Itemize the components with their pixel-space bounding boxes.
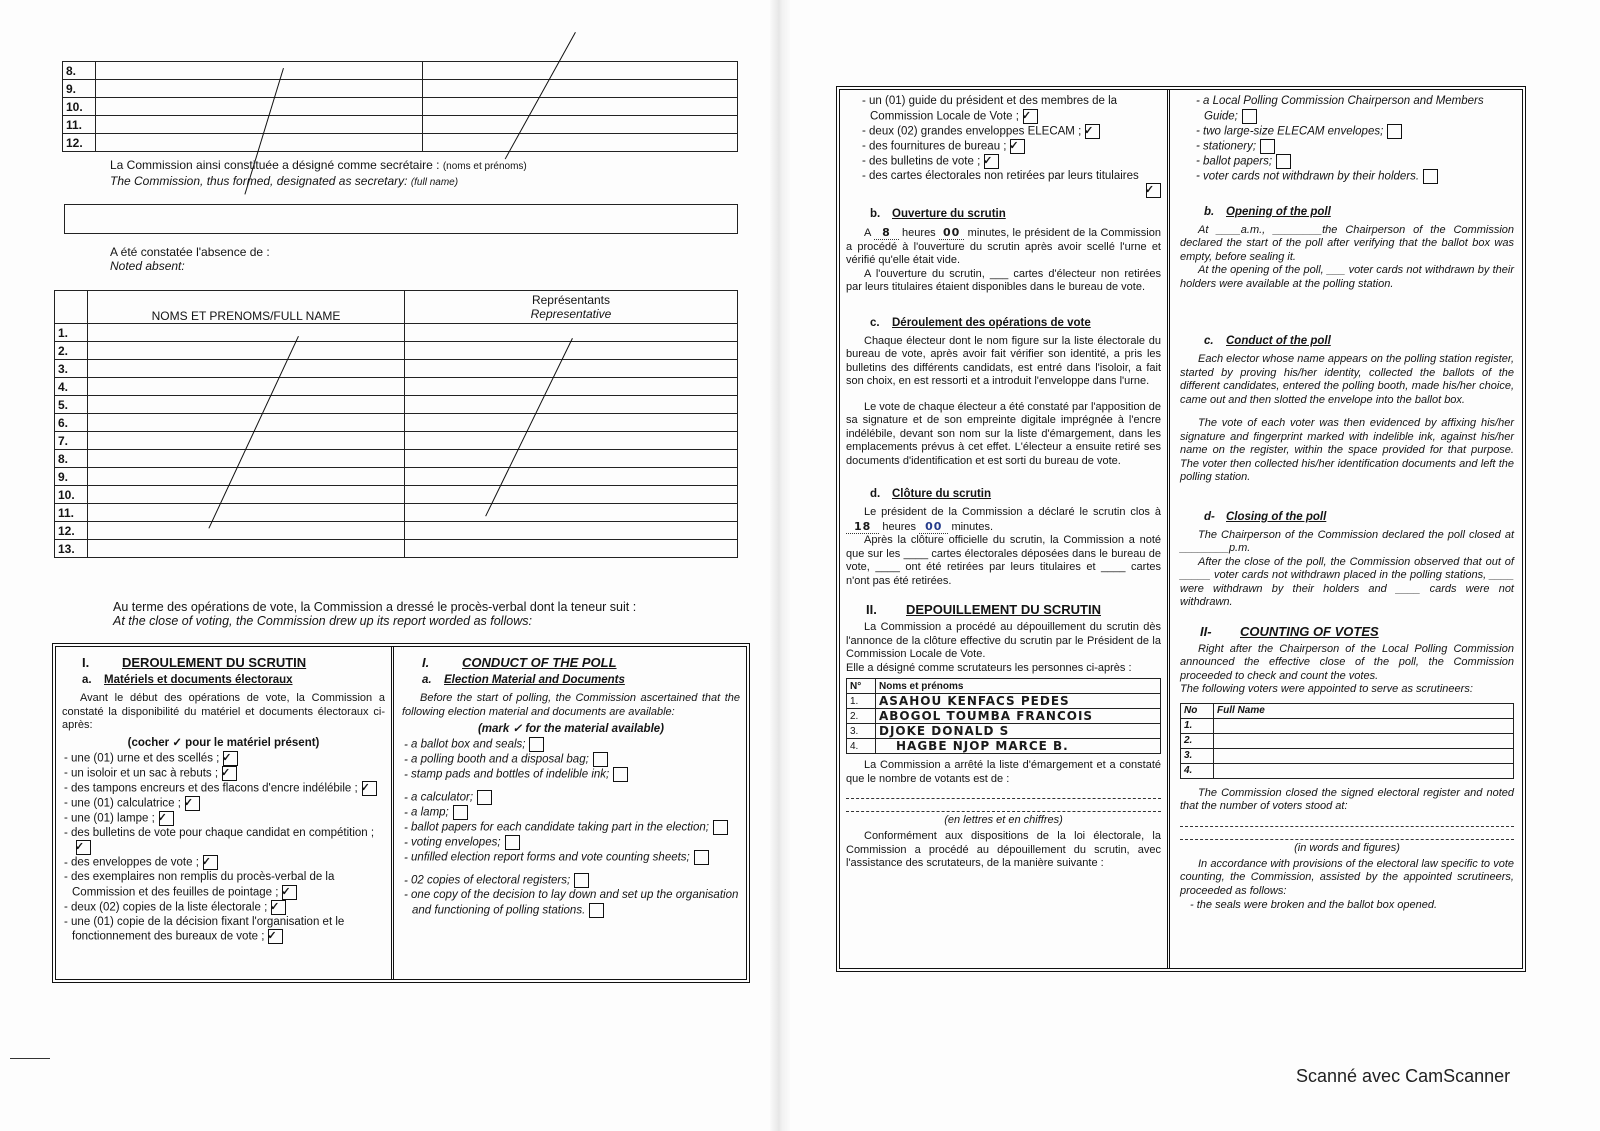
absent-rep-header: Représentants Representative	[405, 291, 738, 324]
checklist-item: - 02 copies of electoral registers;	[402, 873, 740, 888]
checklist-item: - deux (02) copies de la liste électorale ; ✓	[62, 900, 385, 915]
closing-time-fr: Le président de la Commission a déclaré le scrutin clos à 18 heures 00 minutes.	[846, 506, 1161, 534]
table-row: 11.	[63, 116, 738, 134]
table-row: 12.	[63, 134, 738, 152]
table-row: 7.	[55, 432, 738, 450]
checkbox[interactable]	[1423, 169, 1438, 184]
opening-minutes-field[interactable]: 00	[939, 226, 964, 240]
opening-hours-field[interactable]: 8	[874, 226, 899, 240]
checkbox[interactable]	[593, 752, 608, 767]
scrutineers-table-fr: N° Noms et prénoms 1. ASAHOU KENFACS PEDES 2. ABOGOL TOUMBA FRANCOIS 3. DJOKE DONALD S 4. HAGBE NJOP MARCE B.	[846, 678, 1161, 754]
checklist-item: - des tampons encreurs et des flacons d'encre indélébile ; ✓	[62, 781, 385, 796]
checkbox[interactable]	[574, 873, 589, 888]
section-i-en: I. CONDUCT OF THE POLL a. Election Material and Documents Before the start of polling, the Commission ascertained that the following election material and documents are available: (mark ✓ for the material available) - a ballot box and seals; - a polling booth and a disposal bag; - stamp pads and bottles of indelible ink; - a calculator; - a lamp; - ballot papers for each candidate taking part in the election; - voting envelopes; - unfilled election report forms and vote counting sheets; - 02 copies of electoral registers; - one copy of the decision to lay down and set up the organisation and functioning of polling stations.	[396, 647, 746, 979]
table-row: 4.	[55, 378, 738, 396]
checklist-item: - ballot papers;	[1194, 154, 1514, 169]
report-intro: Au terme des opérations de vote, la Commission a dressé le procès-verbal dont la teneur suit : At the close of voting, the Commission drew up its report worded as follows:	[113, 600, 637, 628]
checklist-item: - a Local Polling Commission Chairperson and Members Guide;	[1194, 94, 1514, 124]
material-checklist-en-cont	[1194, 94, 1514, 184]
checklist-item: - des cartes électorales non retirées par leurs titulaires ✓	[860, 169, 1161, 199]
checklist-item: - unfilled election report forms and vote counting sheets;	[402, 850, 740, 865]
table-row: 2.	[55, 342, 738, 360]
members-table-continued	[62, 61, 738, 152]
scrutineer-name-field[interactable]: ASAHOU KENFACS PEDES	[876, 694, 1161, 709]
checkbox[interactable]: ✓	[1010, 139, 1025, 154]
checkbox[interactable]: ✓	[185, 796, 200, 811]
closing-minutes-field[interactable]: 00	[919, 520, 948, 534]
voter-count-field[interactable]	[1180, 829, 1514, 840]
checklist-item: - one copy of the decision to lay down and set up the organisation and functioning of polling stations.	[402, 888, 740, 918]
checklist-item: - des bulletins de vote pour chaque candidat en compétition ;✓	[62, 826, 385, 856]
section-title: DEROULEMENT DU SCRUTIN	[122, 655, 307, 670]
scrutineer-name-field[interactable]	[1214, 748, 1514, 763]
table-row: 1. ASAHOU KENFACS PEDES	[847, 694, 1161, 709]
checklist-item: - une (01) lampe ; ✓	[62, 811, 385, 826]
section-i-fr: I. DEROULEMENT DU SCRUTIN a. Matériels et documents électoraux Avant le début des opérations de vote, la Commission a constaté la disponibilité du matériel et documents électoraux ci-après: (cocher ✓ pour le matériel présent) - une (01) urne et des scellés ; ✓ - un isoloir et un sac à rebuts ; ✓ - des tampons encreurs et des flacons d'encre indélébile ; ✓ - une (01) calculatrice ; ✓ - une (01) lampe ; ✓ - des bulletins de vote pour chaque candidat en compétition ;✓ - des enveloppes de vote ; ✓ - des exemplaires non remplis du procès-verbal de la Commission et des feuilles de pointage ; ✓ - deux (02) copies de la liste électorale ; ✓ - une (01) copie de la décision fixant l'organisation et le fonctionnement des bureaux de vote ; ✓	[56, 647, 394, 979]
table-row: 8.	[63, 62, 738, 80]
table-row: 3.	[55, 360, 738, 378]
checkbox[interactable]: ✓	[362, 781, 377, 796]
checkbox[interactable]: ✓	[76, 840, 91, 855]
section-i-frame	[52, 643, 750, 983]
secretary-field[interactable]	[64, 204, 738, 234]
checklist-item: - two large-size ELECAM envelopes;	[1194, 124, 1514, 139]
scrutineers-table-en: No Full Name 1. 2. 3. 4.	[1180, 703, 1514, 779]
checklist-item: - une (01) calculatrice ; ✓	[62, 796, 385, 811]
section-title: CONDUCT OF THE POLL	[462, 655, 617, 670]
checklist-item: - des fournitures de bureau ; ✓	[860, 139, 1161, 154]
right-fr-column: - un (01) guide du président et des membres de la Commission Locale de Vote ; ✓ - deux (02) grandes enveloppes ELECAM ; ✓ - des fournitures de bureau ; ✓ - des bulletins de vote ; ✓ - des cartes électorales non retirées par leurs titulaires ✓ b. Ouverture du scrutin A 8 heures 00 minutes, le président de la Commission a procédé à l'ouverture du scrutin après avoir scellé l'urne et vérifié qu'elle était vide. A l'ouverture du scrutin, ___ cartes d'électeur non retirées par leurs titulaires étaient disponibles dans le bureau de vote. c. Déroulement des opérations de vote Chaque électeur dont le nom figure sur la liste électorale du bureau de vote, après avoir fait vérifier son identité, a pris les bulletins des différents candidats, est entré dans l'isoloir, a fait son choix, en est ressorti et a introduit l'enveloppe dans l'urne. Le vote de chaque électeur a été constaté par l'apposition de sa signature et de son empreinte digitale imprégnée à l'encre indélébile, devant son nom sur la liste d'émargement, dans les emplacements prévus à cet effet. L'électeur a ensuite retiré ses documents d'identification et est sorti du bureau de vote. d. Clôture du scrutin Le président de la Commission a déclaré le scrutin clos à 18 heures 00 minutes. Après la clôture officielle du scrutin, la Commission a noté que sur les ____ cartes électorales déposées dans le bureau de vote, ____ ont été retirées par leurs titulaires et ____ cartes n'ont pas été retirées. II. DEPOUILLEMENT DU SCRUTIN La Commission a procédé au dépouillement du scrutin dès l'annonce de la clôture effective du scrutin par le Président de la Commission Locale de Vote. Elle a désigné comme scrutateurs les personnes ci-après : N° Noms et prénoms 1. ASAHOU KENFACS PEDES 2. ABOGOL TOUMBA FRANCOIS 3. DJOKE DONALD S 4. HAGBE NJOP MARCE B. La Commission a arrêté la liste d'émargement et a constaté que le nombre de votants est de : (en lettres et en chiffres) Conformément aux dispositions de la loi électorale, la Commission a procédé au dépouillement du scrutin, avec l'assistance des scrutateurs, de la manière suivante :	[840, 90, 1170, 968]
camscanner-watermark: Scanné avec CamScanner	[1296, 1066, 1511, 1086]
table-row: 9.	[55, 468, 738, 486]
material-checklist-en	[402, 737, 740, 918]
checkbox[interactable]: ✓	[223, 751, 238, 766]
checkbox[interactable]	[1242, 109, 1257, 124]
material-checklist-fr-cont	[860, 94, 1161, 198]
left-page	[0, 0, 770, 1131]
checkbox[interactable]	[1260, 139, 1275, 154]
checklist-item: - des exemplaires non remplis du procès-verbal de la Commission et des feuilles de pointage ; ✓	[62, 870, 385, 900]
checkbox[interactable]	[1387, 124, 1402, 139]
checkbox[interactable]: ✓	[1085, 124, 1100, 139]
counting-step: - the seals were broken and the ballot box opened.	[1188, 898, 1514, 913]
page-gutter	[770, 0, 790, 1131]
checkbox[interactable]	[453, 805, 468, 820]
checklist-item: - une (01) urne et des scellés ; ✓	[62, 751, 385, 766]
absent-name-header: NOMS ET PRENOMS/FULL NAME	[88, 291, 405, 324]
checklist-item: - un isoloir et un sac à rebuts ; ✓	[62, 766, 385, 781]
table-row: 12.	[55, 522, 738, 540]
table-row: 4. HAGBE NJOP MARCE B.	[847, 739, 1161, 754]
voter-count-field[interactable]	[1180, 816, 1514, 827]
checklist-item: - des bulletins de vote ; ✓	[860, 154, 1161, 169]
checklist-item: - a ballot box and seals;	[402, 737, 740, 752]
voter-count-field[interactable]	[846, 801, 1161, 812]
voter-count-field[interactable]	[846, 788, 1161, 799]
table-row: 2.	[1181, 733, 1514, 748]
absent-label: A été constatée l'absence de : Noted absent:	[110, 245, 270, 273]
material-checklist-fr	[62, 751, 385, 945]
table-row: 3.	[1181, 748, 1514, 763]
table-row: 4.	[1181, 763, 1514, 778]
checkbox[interactable]: ✓	[159, 811, 174, 826]
page-edge-mark	[10, 1058, 50, 1059]
table-row: 1.	[55, 324, 738, 342]
checkbox[interactable]	[694, 850, 709, 865]
checklist-item: - stamp pads and bottles of indelible ink;	[402, 767, 740, 782]
table-row: 9.	[63, 80, 738, 98]
table-row: 13.	[55, 540, 738, 558]
scrutineer-name-field[interactable]	[1214, 733, 1514, 748]
checkbox[interactable]	[589, 903, 604, 918]
checklist-item: - un (01) guide du président et des membres de la Commission Locale de Vote ; ✓	[860, 94, 1161, 124]
checkbox[interactable]	[1276, 154, 1291, 169]
checkbox[interactable]: ✓	[268, 929, 283, 944]
checkbox[interactable]	[477, 790, 492, 805]
scrutineer-name-field[interactable]: ABOGOL TOUMBA FRANCOIS	[876, 709, 1161, 724]
checklist-item: - des enveloppes de vote ; ✓	[62, 855, 385, 870]
absent-table	[54, 290, 738, 558]
table-row: 10.	[55, 486, 738, 504]
scrutineer-name-field[interactable]: DJOKE DONALD S	[876, 724, 1161, 739]
opening-time-fr: A 8 heures 00 minutes, le président de la Commission a procédé à l'ouverture du scrutin après avoir scellé l'urne et vérifié qu'elle était vide.	[846, 226, 1161, 267]
checkbox[interactable]: ✓	[271, 900, 286, 915]
table-row: 1.	[1181, 718, 1514, 733]
checkbox[interactable]: ✓	[1023, 109, 1038, 124]
checklist-item: - deux (02) grandes enveloppes ELECAM ; ✓	[860, 124, 1161, 139]
checkbox[interactable]: ✓	[984, 154, 999, 169]
checkbox[interactable]	[529, 737, 544, 752]
checkbox[interactable]	[613, 767, 628, 782]
checkbox[interactable]: ✓	[222, 766, 237, 781]
table-row: 8.	[55, 450, 738, 468]
checkbox[interactable]: ✓	[282, 885, 297, 900]
scrutineer-name-field[interactable]	[1214, 763, 1514, 778]
right-en-column: - a Local Polling Commission Chairperson and Members Guide; - two large-size ELECAM envelopes; - stationery; - ballot papers; - voter cards not withdrawn by their holders. b. Opening of the poll At ____a.m., ________the Chairperson of the Commission declared the start of the poll after verifying that the ballot box was empty, before sealing it. At the opening of the poll, ___ voter cards not withdrawn by their holders were available at the polling station. c. Conduct of the poll Each elector whose name appears on the polling station register, started by proving his/her identity, collected the ballots of the different candidates, entered the polling booth, made his/her choice, came out and then slotted the envelope into the ballot box. The vote of each voter was then evidenced by affixing his/her signature and fingerprint marked with indelible ink, against his/her name on the register, within the space provided for that purpose. The voter then collected his/her identification documents and left the polling station. d- Closing of the poll The Chairperson of the Commission declared the poll closed at ________p.m. After the close of the poll, the Commission observed that out of _____ voter cards not withdrawn placed in the polling stations, ____ were withdrawn by their holders and ____ cards were not withdrawn. II- COUNTING OF VOTES Right after the Chairperson of the Local Polling Commission announced the effective close of the poll, the Commission proceeded to check and count the votes. The following voters were appointed to serve as scrutineers: No Full Name 1. 2. 3. 4. The Commission closed the signed electoral register and noted that the number of voters stood at: (in words and figures) In accordance with provisions of the electoral law specific to vote counting, the Commission, assisted by the appointed scrutineers, proceeded as follows: - the seals were broken and the ballot box opened.	[1172, 90, 1522, 968]
checklist-item: - voter cards not withdrawn by their holders.	[1194, 169, 1514, 184]
checkbox[interactable]	[713, 820, 728, 835]
checklist-item: - ballot papers for each candidate taking part in the election;	[402, 820, 740, 835]
scrutineer-name-field[interactable]	[1214, 718, 1514, 733]
checklist-item: - voting envelopes;	[402, 835, 740, 850]
scrutineer-name-field[interactable]: HAGBE NJOP MARCE B.	[876, 739, 1161, 754]
checkbox[interactable]	[505, 835, 520, 850]
checklist-item: - une (01) copie de la décision fixant l'organisation et le fonctionnement des bureaux de vote ; ✓	[62, 915, 385, 945]
table-row: 11.	[55, 504, 738, 522]
checkbox[interactable]: ✓	[1146, 183, 1161, 198]
checklist-item: - stationery;	[1194, 139, 1514, 154]
table-row: 6.	[55, 414, 738, 432]
closing-hours-field[interactable]: 18	[846, 520, 879, 534]
checklist-item: - a polling booth and a disposal bag;	[402, 752, 740, 767]
table-row: 5.	[55, 396, 738, 414]
table-row: 10.	[63, 98, 738, 116]
secretary-label: La Commission ainsi constituée a désigné comme secrétaire : (noms et prénoms) The Commission, thus formed, designated as secretary: (full name)	[110, 158, 527, 188]
checklist-item: - a lamp;	[402, 805, 740, 820]
right-page-frame	[836, 86, 1526, 972]
table-row: 3. DJOKE DONALD S	[847, 724, 1161, 739]
checkbox[interactable]: ✓	[203, 855, 218, 870]
checklist-item: - a calculator;	[402, 790, 740, 805]
table-row: 2. ABOGOL TOUMBA FRANCOIS	[847, 709, 1161, 724]
